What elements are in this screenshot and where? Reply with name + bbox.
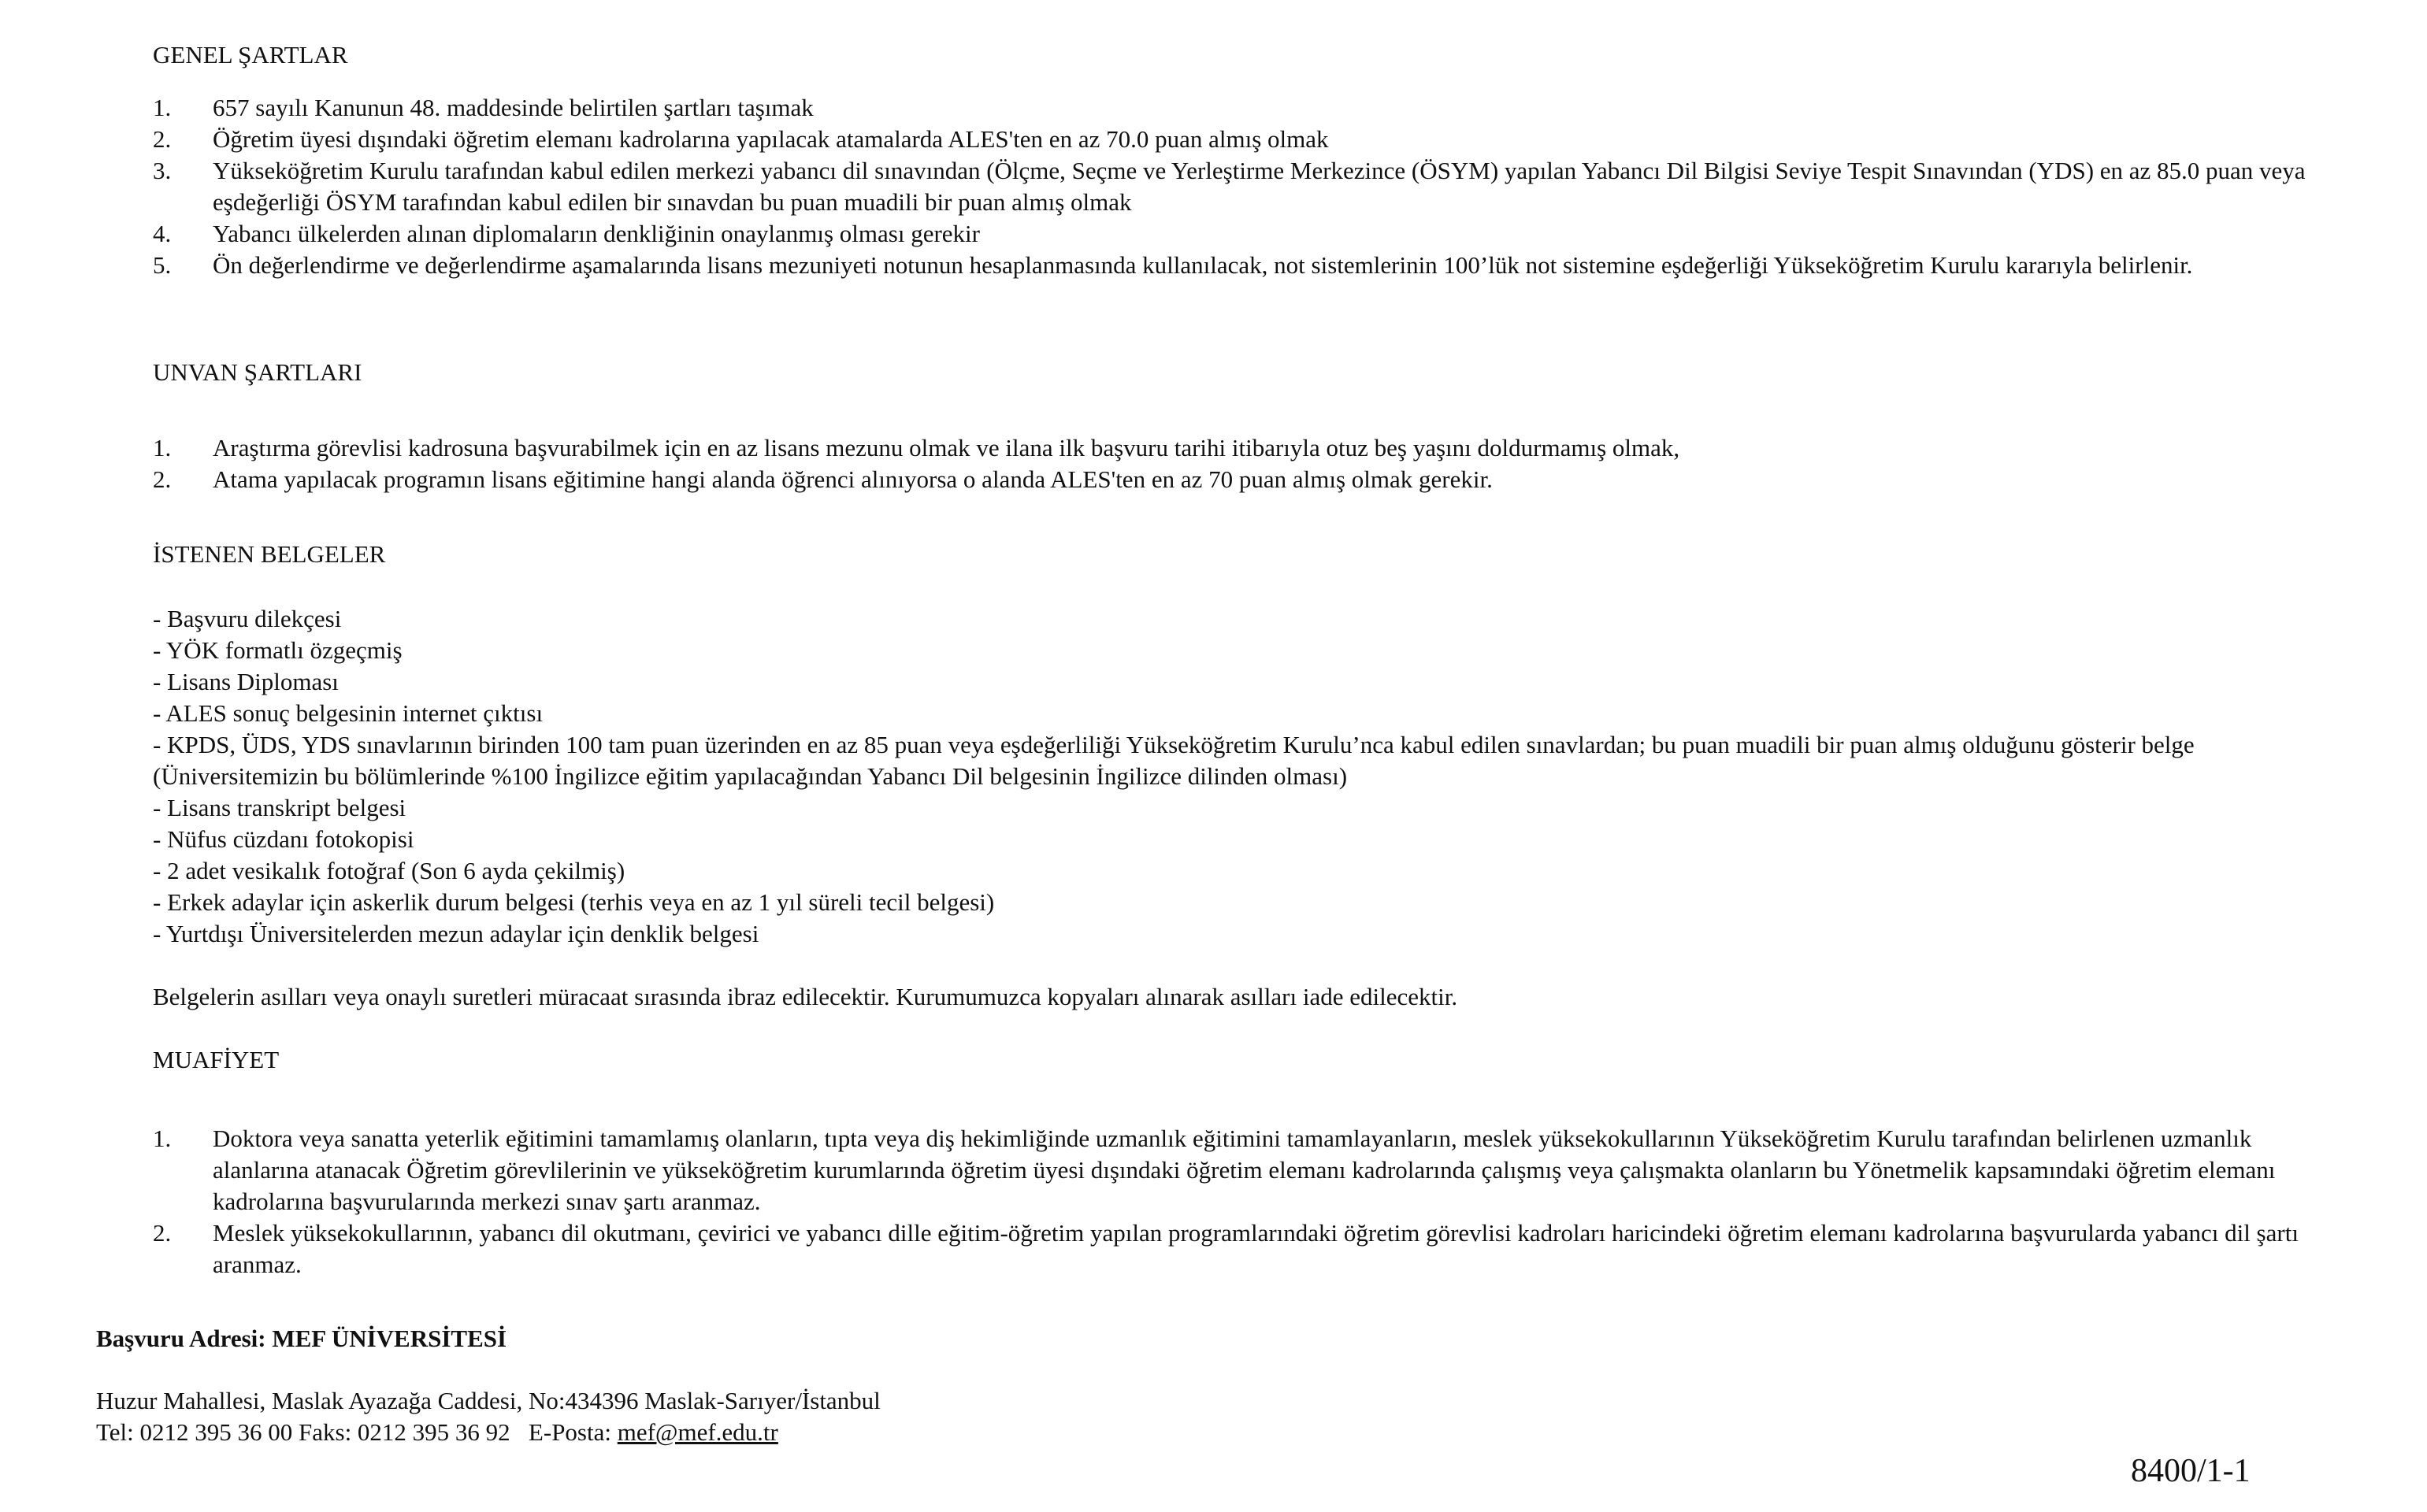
list-item: - Yurtdışı Üniversitelerden mezun adaylar için denklik belgesi — [153, 920, 759, 947]
list-item: - YÖK formatlı özgeçmiş — [153, 636, 403, 664]
unvan-list — [153, 432, 2348, 495]
list-item — [153, 218, 2348, 250]
section-title-muafiyet: MUAFİYET — [153, 1046, 280, 1073]
item-number: 3. — [153, 157, 172, 184]
item-text: Yabancı ülkelerden alınan diplomaların denkliğinin onaylanmış olması gerekir — [213, 220, 980, 247]
address-title-block — [96, 1323, 507, 1354]
item-number: 2. — [153, 1219, 172, 1247]
item-text: 657 sayılı Kanunun 48. maddesinde belirtilen şartları taşımak — [213, 94, 814, 121]
list-item — [153, 432, 2348, 464]
list-item: - Başvuru dilekçesi — [153, 605, 342, 632]
item-number: 1. — [153, 1125, 172, 1152]
list-item: - Erkek adaylar için askerlik durum belgesi (terhis veya en az 1 yıl süreli tecil belgesi) — [153, 888, 995, 916]
item-number: 4. — [153, 220, 172, 247]
list-item — [153, 1123, 2348, 1217]
item-text: Atama yapılacak programın lisans eğitimine hangi alanda öğrenci alınıyorsa o alanda ALES'ten en az 70 puan almış olmak gerekir. — [213, 465, 1493, 493]
address-line: Huzur Mahallesi, Maslak Ayazağa Caddesi, No:434396 Maslak-Sarıyer/İstanbul — [96, 1387, 881, 1414]
item-number: 2. — [153, 465, 172, 493]
email-link[interactable]: mef@mef.edu.tr — [617, 1418, 778, 1446]
item-number: 1. — [153, 94, 172, 121]
list-item — [153, 155, 2348, 218]
address-block — [96, 1385, 881, 1448]
list-item — [153, 124, 2348, 155]
section-title-genel: GENEL ŞARTLAR — [153, 41, 348, 69]
contact-line — [96, 1417, 881, 1448]
contact-numbers: Tel: 0212 395 36 00 Faks: 0212 395 36 92 E-Posta: — [96, 1418, 618, 1446]
item-number: 5. — [153, 251, 172, 279]
list-item: - Lisans Diploması — [153, 668, 339, 695]
section-title-belgeler: İSTENEN BELGELER — [153, 540, 386, 568]
list-item: - Nüfus cüzdanı fotokopisi — [153, 825, 414, 853]
list-item — [153, 1217, 2348, 1280]
page-number: 8400/1-1 — [2131, 1453, 2251, 1489]
belgeler-note: Belgelerin asılları veya onaylı suretleri müracaat sırasında ibraz edilecektir. Kurumumuzca kopyaları alınarak asılları iade edilecektir. — [153, 983, 1458, 1010]
item-text: Araştırma görevlisi kadrosuna başvurabilmek için en az lisans mezunu olmak ve ilana ilk başvuru tarihi itibarıyla otuz beş yaşını doldurmamış olmak, — [213, 434, 1680, 461]
item-text: Doktora veya sanatta yeterlik eğitimini tamamlamış olanların, tıpta veya diş hekimliğinde uzmanlık eğitimini tamamlayanların, meslek yüksekokullarının Yükseköğretim Kurulu tarafından belirlenen uzmanlık alanlarına atanacak Öğretim görevlilerinin ve yükseköğretim kurumlarında öğretim üyesi dışındaki öğretim elemanı kadrolarında çalışmış veya çalışmakta olanların bu Yönetmelik kapsamındaki öğretim elemanı kadrolarına başvurularında merkezi sınav şartı aranmaz. — [213, 1125, 2276, 1215]
list-item: - 2 adet vesikalık fotoğraf (Son 6 ayda çekilmiş) — [153, 857, 625, 884]
list-item: - ALES sonuç belgesinin internet çıktısı — [153, 699, 544, 727]
item-number: 1. — [153, 434, 172, 461]
muafiyet-list — [153, 1123, 2348, 1280]
item-text: Ön değerlendirme ve değerlendirme aşamalarında lisans mezuniyeti notunun hesaplanmasında kullanılacak, not sistemlerinin 100’lük not sistemine eşdeğerliği Yükseköğretim Kurulu kararıyla belirlenir. — [213, 251, 2193, 279]
list-item: - Lisans transkript belgesi — [153, 794, 406, 821]
genel-list — [153, 92, 2348, 281]
item-number: 2. — [153, 125, 172, 153]
item-text: Yükseköğretim Kurulu tarafından kabul edilen merkezi yabancı dil sınavından (Ölçme, Seçme ve Yerleştirme Merkezince (ÖSYM) yapılan Yabancı Dil Bilgisi Seviye Tespit Sınavından (YDS) en az 85.0 puan veya eşdeğerliği ÖSYM tarafından kabul edilen bir sınavdan bu puan muadili bir puan almış olmak — [213, 157, 2306, 216]
item-text: Öğretim üyesi dışındaki öğretim elemanı kadrolarına yapılacak atamalarda ALES'ten en az 70.0 puan almış olmak — [213, 125, 1329, 153]
list-item — [153, 92, 2348, 124]
belgeler-list — [153, 603, 2325, 950]
section-title-unvan: UNVAN ŞARTLARI — [153, 358, 362, 386]
list-item — [153, 250, 2348, 281]
item-text: Meslek yüksekokullarının, yabancı dil okutmanı, çevirici ve yabancı dille eğitim-öğretim yapılan programlarındaki öğretim görevlisi kadroları haricindeki öğretim elemanı kadrolarına başvurularda yabancı dil şartı aranmaz. — [213, 1219, 2299, 1278]
list-item — [153, 464, 2348, 495]
list-item: - KPDS, ÜDS, YDS sınavlarının birinden 100 tam puan üzerinden en az 85 puan veya eşdeğerliliği Yükseköğretim Kurulu’nca kabul edilen sınavlardan; bu puan muadili bir puan almış olduğunu gösterir belge (Üniversitemizin bu bölümlerinde %100 İngilizce eğitim yapılacağından Yabancı Dil belgesinin İngilizce dilinden olması) — [153, 731, 2195, 790]
address-title: Başvuru Adresi: MEF ÜNİVERSİTESİ — [96, 1325, 507, 1352]
